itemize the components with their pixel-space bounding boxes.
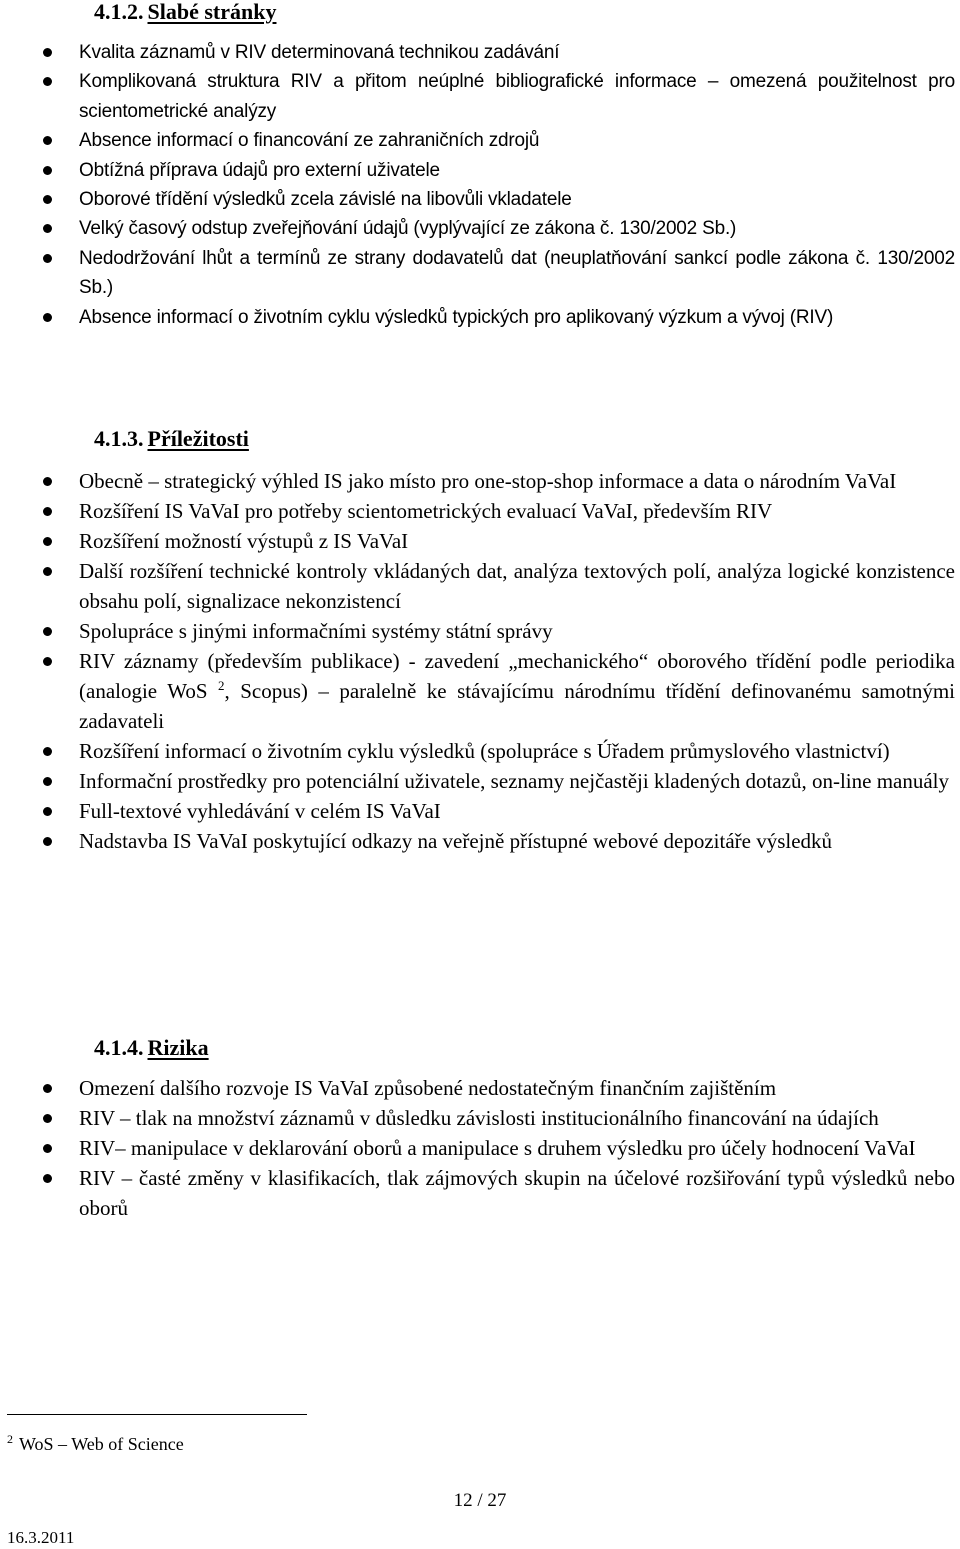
bullet-icon [43,254,52,263]
bullet-icon [43,1084,52,1093]
list-item: Velký časový odstup zveřejňování údajů (vyplývající ze zákona č. 130/2002 Sb.) [0,214,960,243]
bullet-icon [43,77,52,86]
footnote-divider [7,1414,307,1415]
list-item: Oborové třídění výsledků zcela závislé na libovůli vkladatele [0,185,960,214]
list-item: Omezení dalšího rozvoje IS VaVaI způsobené nedostatečným finančním zajištěním [0,1073,960,1103]
bullet-icon [43,507,52,516]
list-item: Rozšíření možností výstupů z IS VaVaI [0,526,960,556]
list-item: Rozšíření IS VaVaI pro potřeby scientometrických evaluací VaVaI, především RIV [0,496,960,526]
section-title: Slabé stránky [147,0,277,24]
list-item-wos: RIV záznamy (především publikace) - zavedení „mechanického“ oborového třídění podle periodika (analogie WoS $^2$, Scopus) – paralelně ke stávajícímu národnímu třídění definovanému samotnými zadavateli [0,646,960,736]
bullet-icon [43,1114,52,1123]
heading-rizika [94,1036,209,1060]
bullet-icon [43,537,52,546]
list-item: Spolupráce s jinými informačními systémy státní správy [0,616,960,646]
opportunities-list [0,466,960,856]
bullet-icon [43,195,52,204]
list-item: Další rozšíření technické kontroly vkládaných dat, analýza textových polí, analýza logické konzistence obsahu polí, signalizace nekonzistencí [0,556,960,616]
bullet-icon [43,777,52,786]
risks-list [0,1073,960,1223]
bullet-icon [43,627,52,636]
footnote-ref: 2 [218,678,225,693]
footnote-text: WoS – Web of Science [19,1434,184,1454]
list-item: Komplikovaná struktura RIV a přitom neúplné bibliografické informace – omezená použitelnost pro scientometrické analýzy [0,67,960,126]
bullet-icon [43,477,52,486]
list-item: Obecně – strategický výhled IS jako místo pro one-stop-shop informace a data o národním VaVaI [0,466,960,496]
section-title: Příležitosti [147,426,249,451]
bullet-icon [43,166,52,175]
list-item: Nedodržování lhůt a termínů ze strany dodavatelů dat (neuplatňování sankcí podle zákona č. 130/2002 Sb.) [0,244,960,303]
bullet-icon [43,48,52,57]
bullet-icon [43,1174,52,1183]
list-item: Absence informací o životním cyklu výsledků typických pro aplikovaný výzkum a vývoj (RIV) [0,303,960,332]
list-item: RIV– manipulace v deklarování oborů a manipulace s druhem výsledku pro účely hodnocení VaVaI [0,1133,960,1163]
bullet-icon [43,1144,52,1153]
heading-prilezitosti [94,427,249,451]
heading-slabe-stranky [94,0,276,24]
bullet-icon [43,313,52,322]
list-item: Rozšíření informací o životním cyklu výsledků (spolupráce s Úřadem průmyslového vlastnictví) [0,736,960,766]
bullet-icon [43,567,52,576]
bullet-icon [43,657,52,666]
bullet-icon [43,136,52,145]
weaknesses-list [0,38,960,332]
list-item: Kvalita záznamů v RIV determinovaná technikou zadávání [0,38,960,67]
footnote [7,1428,184,1455]
list-item: Nadstavba IS VaVaI poskytující odkazy na veřejně přístupné webové depozitáře výsledků [0,826,960,856]
bullet-icon [43,224,52,233]
section-number: 4.1.2. [94,0,144,24]
footnote-mark: 2 [7,1432,13,1446]
list-item: Obtížná příprava údajů pro externí uživatele [0,156,960,185]
section-number: 4.1.4. [94,1035,144,1060]
section-title: Rizika [147,1035,209,1060]
bullet-icon [43,747,52,756]
document-date: 16.3.2011 [7,1528,75,1547]
list-item: RIV – časté změny v klasifikacích, tlak zájmových skupin na účelové rozšiřování typů výsledků nebo oborů [0,1163,960,1223]
list-item: Full-textové vyhledávání v celém IS VaVaI [0,796,960,826]
page-number: 12 / 27 [453,1490,507,1511]
section-number: 4.1.3. [94,426,144,451]
bullet-icon [43,807,52,816]
list-item: Absence informací o financování ze zahraničních zdrojů [0,126,960,155]
list-item: Informační prostředky pro potenciální uživatele, seznamy nejčastěji kladených dotazů, on-line manuály [0,766,960,796]
list-item: RIV – tlak na množství záznamů v důsledku závislosti institucionálního financování na údajích [0,1103,960,1133]
bullet-icon [43,837,52,846]
